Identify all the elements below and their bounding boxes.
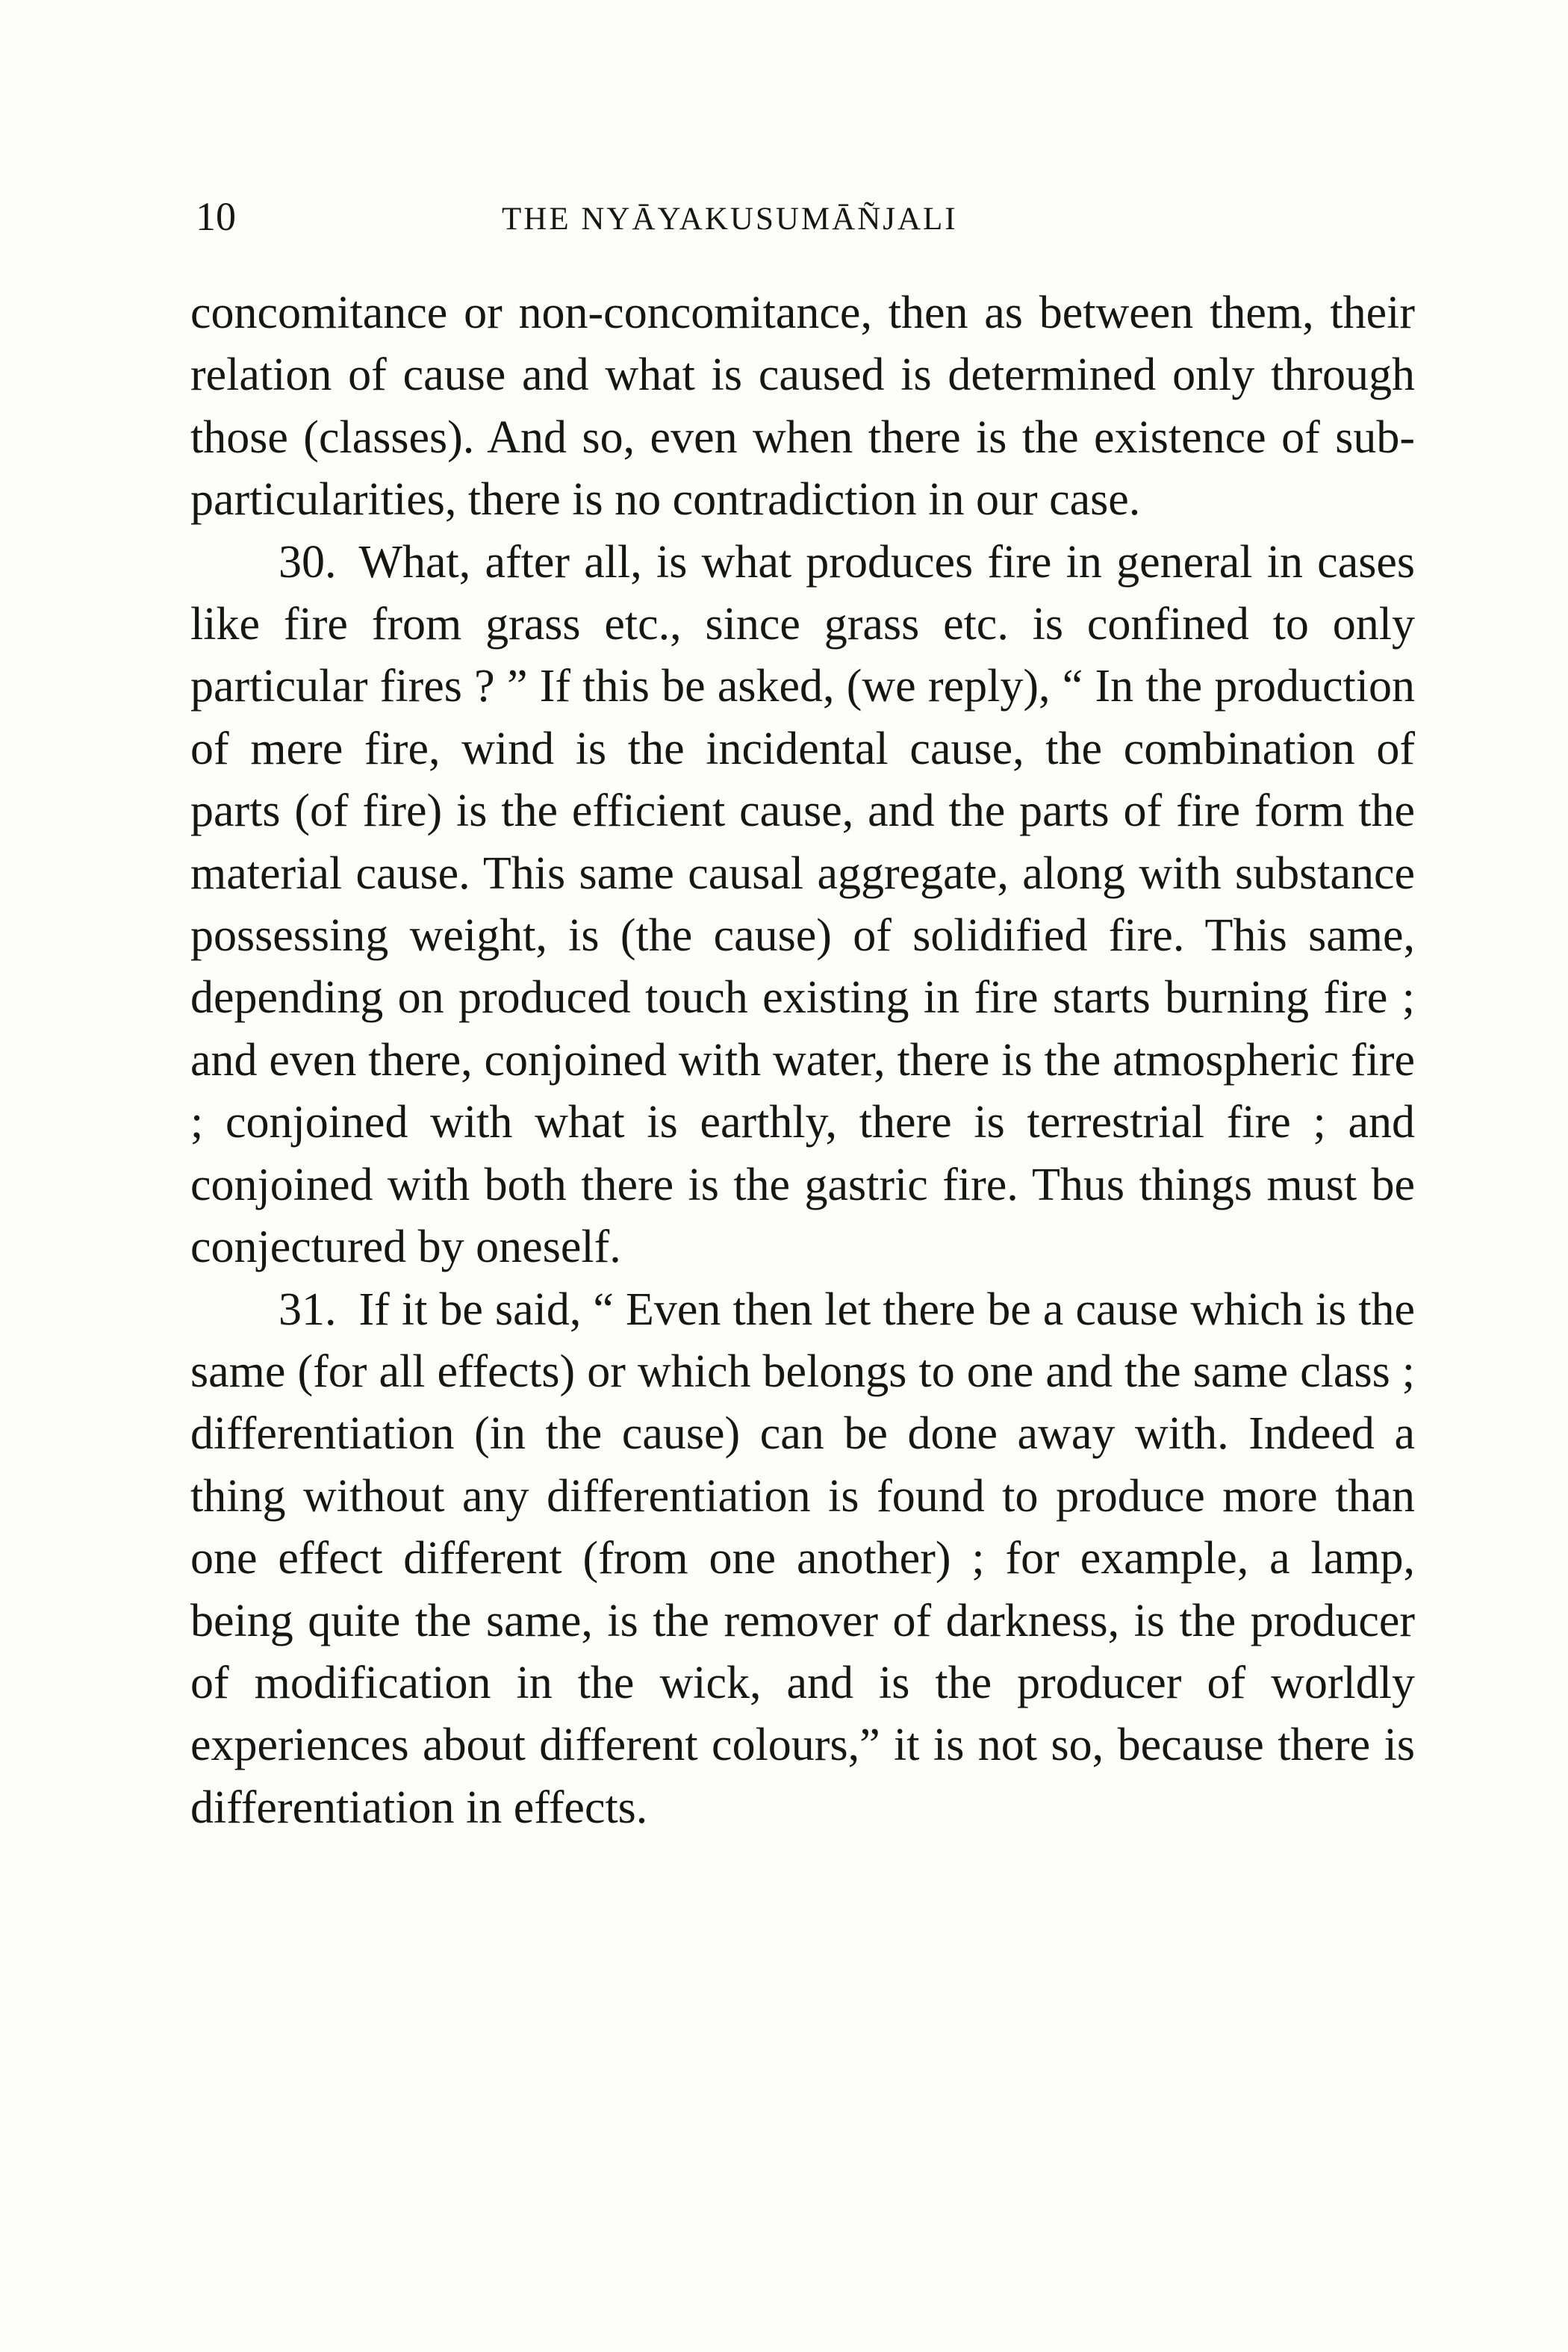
paragraph-continuation [190, 282, 1415, 532]
paragraph-number: 31. [279, 1284, 337, 1335]
paragraph-text: concomitance or non-concomitance, then as between them, their relation of cause and what is caused is determined only through those (classes). And so, even when there is the existence of sub-particularities, there is no contradiction in our case. [190, 287, 1415, 526]
running-title: THE NYĀYAKUSUMĀÑJALI [502, 202, 958, 237]
paragraph-30 [190, 532, 1415, 1279]
paragraph-text: What, after all, is what produces fire in general in cases like fire from grass etc., since grass etc. is confined to only particular fires ? ” If this be asked, (we reply), “ In the production of mere fire, wind is the incidental cause, the combination of parts (of fire) is the efficient cause, and the parts of fire form the material cause. This same causal aggregate, along with substance possessing weight, is (the cause) of solidified fire. This same, depending on produced touch existing in fire starts burning fire ; and even there, conjoined with water, there is the atmospheric fire ; conjoined with what is earthly, there is terrestrial fire ; and conjoined with both there is the gastric fire. Thus things must be conjectured by oneself. [190, 536, 1415, 1273]
paragraph-31 [190, 1279, 1415, 1840]
paragraph-number: 30. [279, 536, 337, 588]
paragraph-text: If it be said, “ Even then let there be a cause which is the same (for all effects) or which belongs to one and the same class ; differentiation (in the cause) can be done away with. Indeed a thing without any differentiation is found to produce more than one effect different (from one another) ; for example, a lamp, being quite the same, is the remover of darkness, is the producer of modification in the wick, and is the producer of worldly experiences about different colours,” it is not so, because there is differentiation in effects. [190, 1284, 1415, 1833]
page-number: 10 [196, 194, 236, 239]
page-header [196, 187, 1420, 246]
body-text [190, 282, 1415, 1839]
